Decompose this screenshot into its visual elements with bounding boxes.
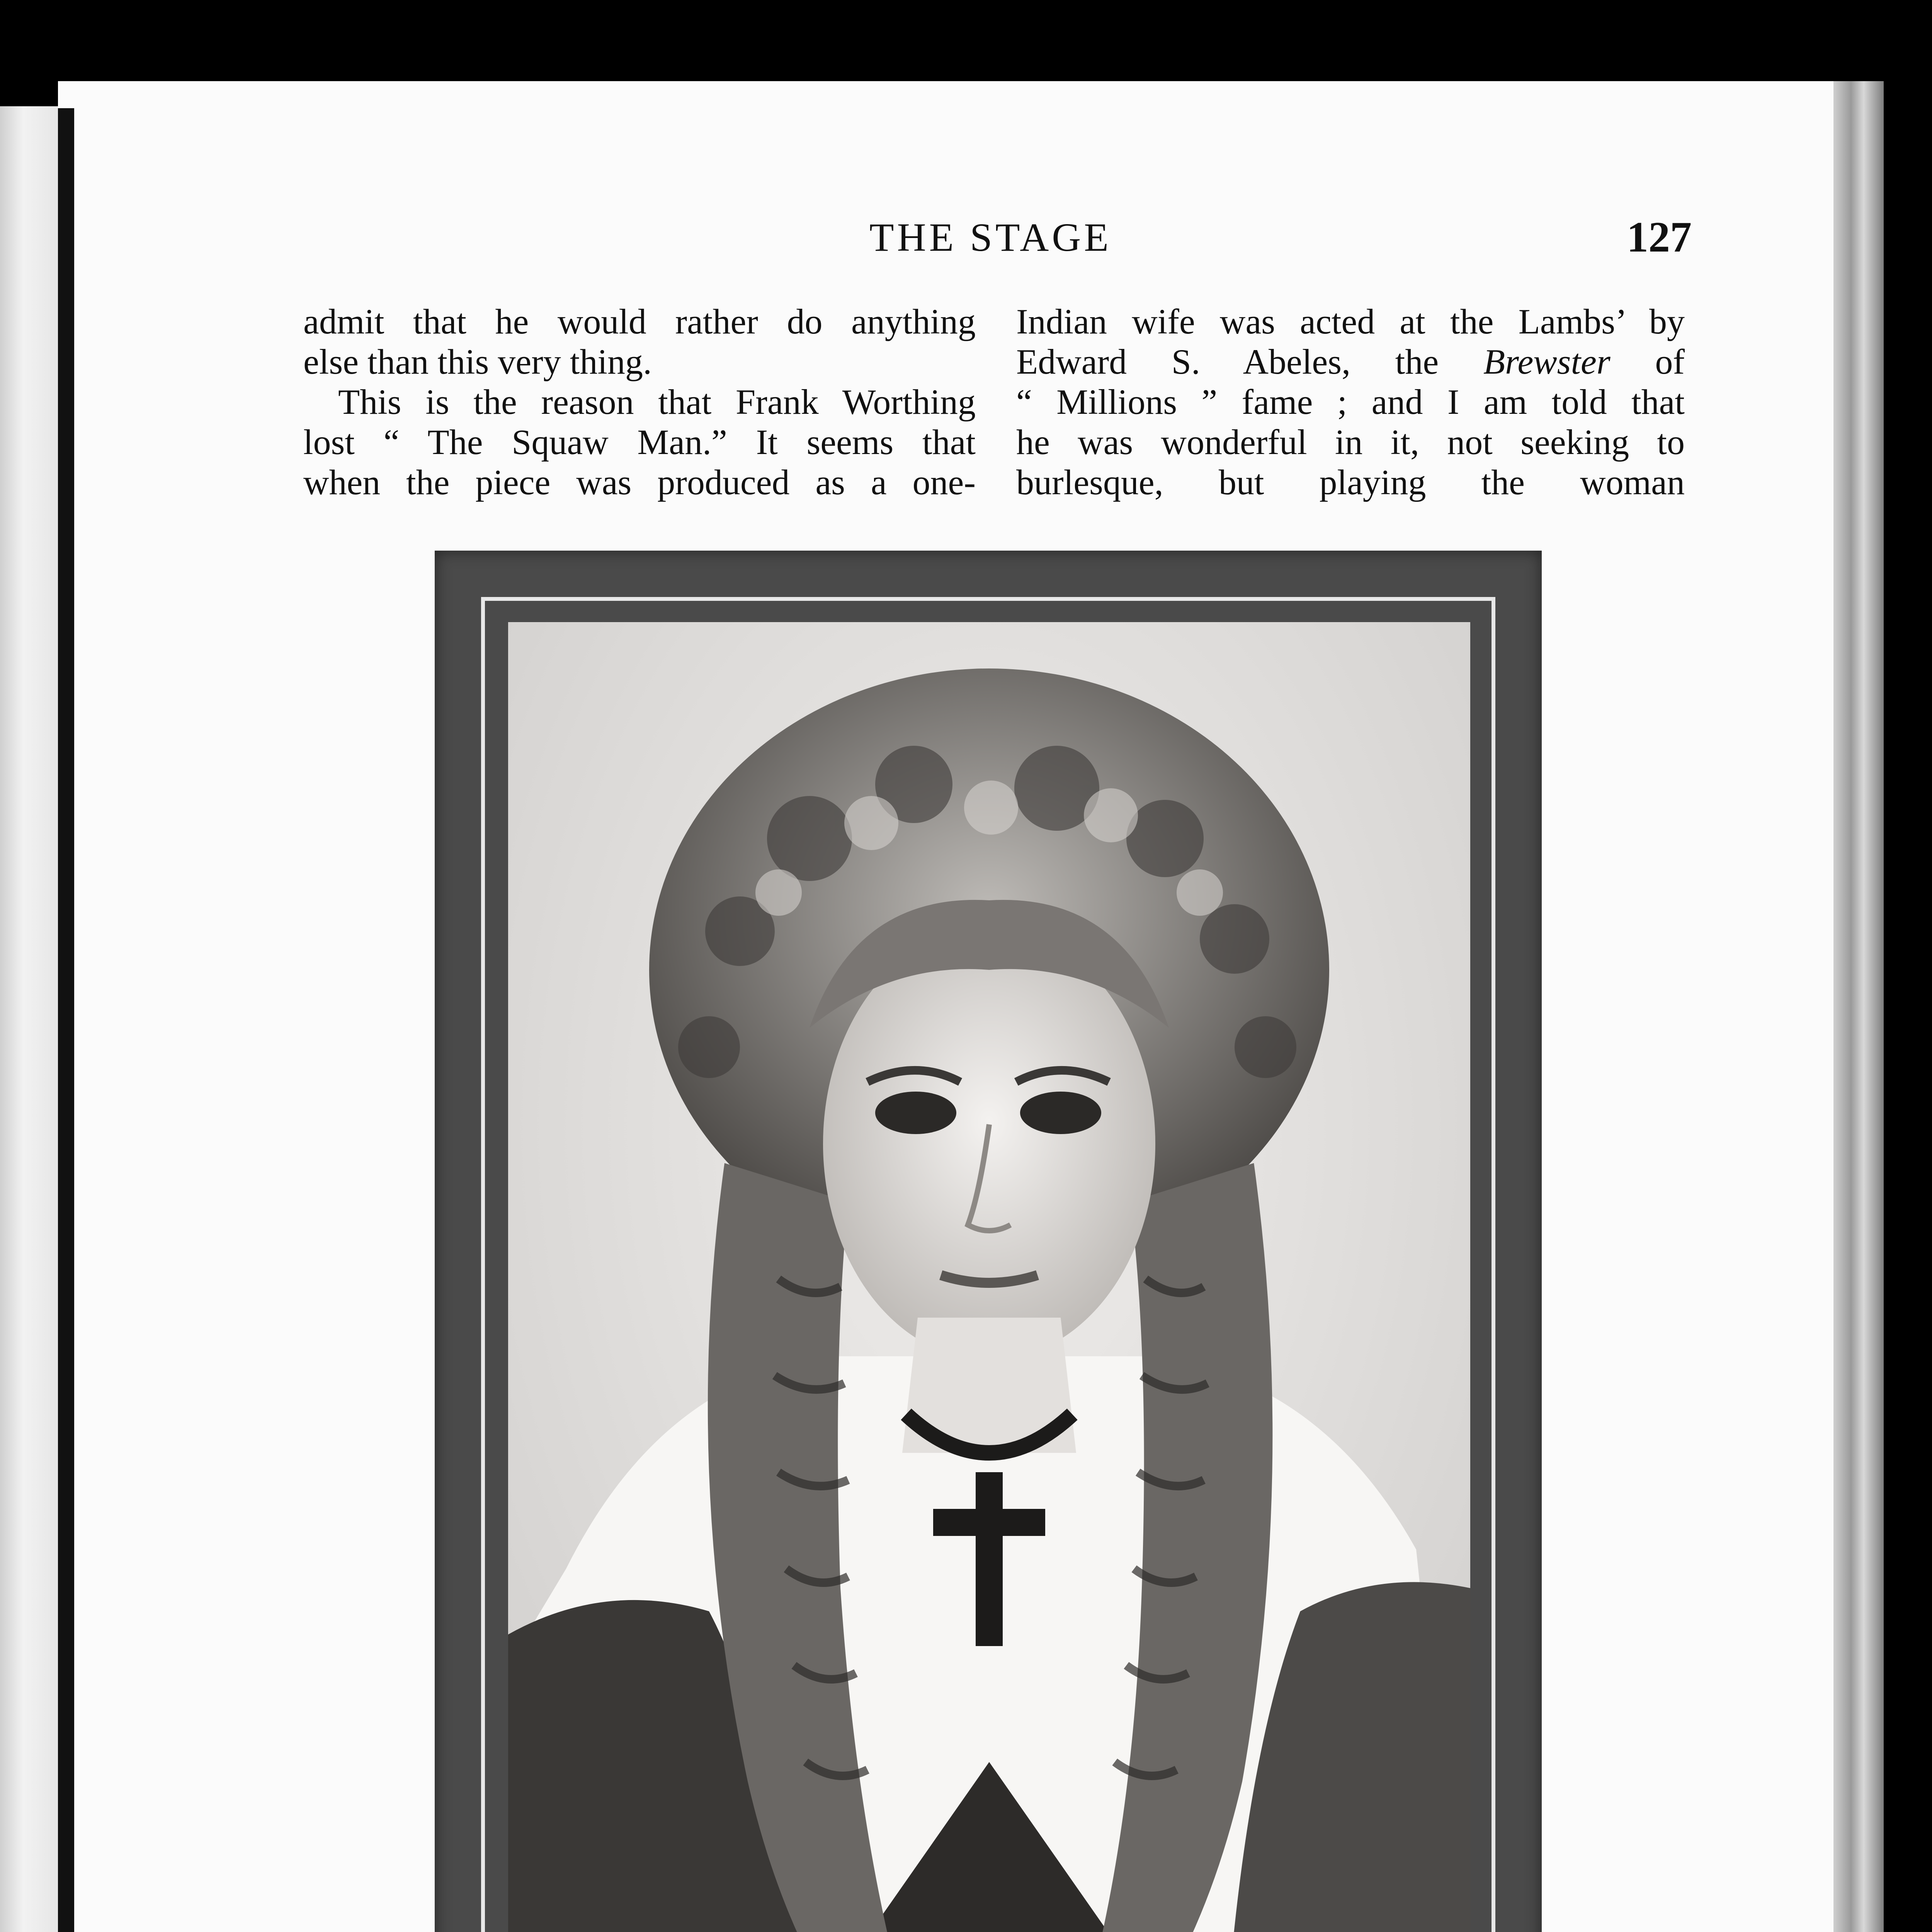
text-line: when the piece was produced as a one- bbox=[303, 463, 976, 502]
text-line: he was wonderful in it, not seeking to bbox=[1016, 422, 1685, 462]
text-line: admit that he would rather do anything bbox=[303, 302, 976, 341]
portrait-illustration bbox=[508, 622, 1470, 1932]
text-span: of bbox=[1610, 342, 1685, 381]
text-line: Indian wife was acted at the Lambs’ by bbox=[1016, 302, 1685, 341]
text-line: “ Millions ” fame ; and I am told that bbox=[1016, 382, 1685, 422]
left-page-edge bbox=[0, 106, 58, 1932]
text-line: else than this very thing. bbox=[303, 342, 652, 381]
text-line: This is the reason that Frank Worthing bbox=[338, 382, 976, 422]
book-gutter bbox=[58, 108, 74, 1932]
text-span: Edward S. Abeles, the bbox=[1016, 342, 1483, 381]
top-left-column bbox=[303, 301, 976, 502]
page-number: 127 bbox=[1627, 213, 1692, 261]
play-title-italic: Brewster bbox=[1483, 342, 1611, 381]
text-line bbox=[1016, 342, 1685, 382]
top-right-column bbox=[1016, 301, 1685, 502]
page-stack-edge bbox=[1833, 81, 1884, 1932]
portrait-photograph bbox=[508, 622, 1470, 1932]
text-line: burlesque, but playing the woman bbox=[1016, 463, 1685, 502]
text-line: lost “ The Squaw Man.” It seems that bbox=[303, 422, 976, 462]
running-title: THE STAGE bbox=[869, 215, 1112, 260]
